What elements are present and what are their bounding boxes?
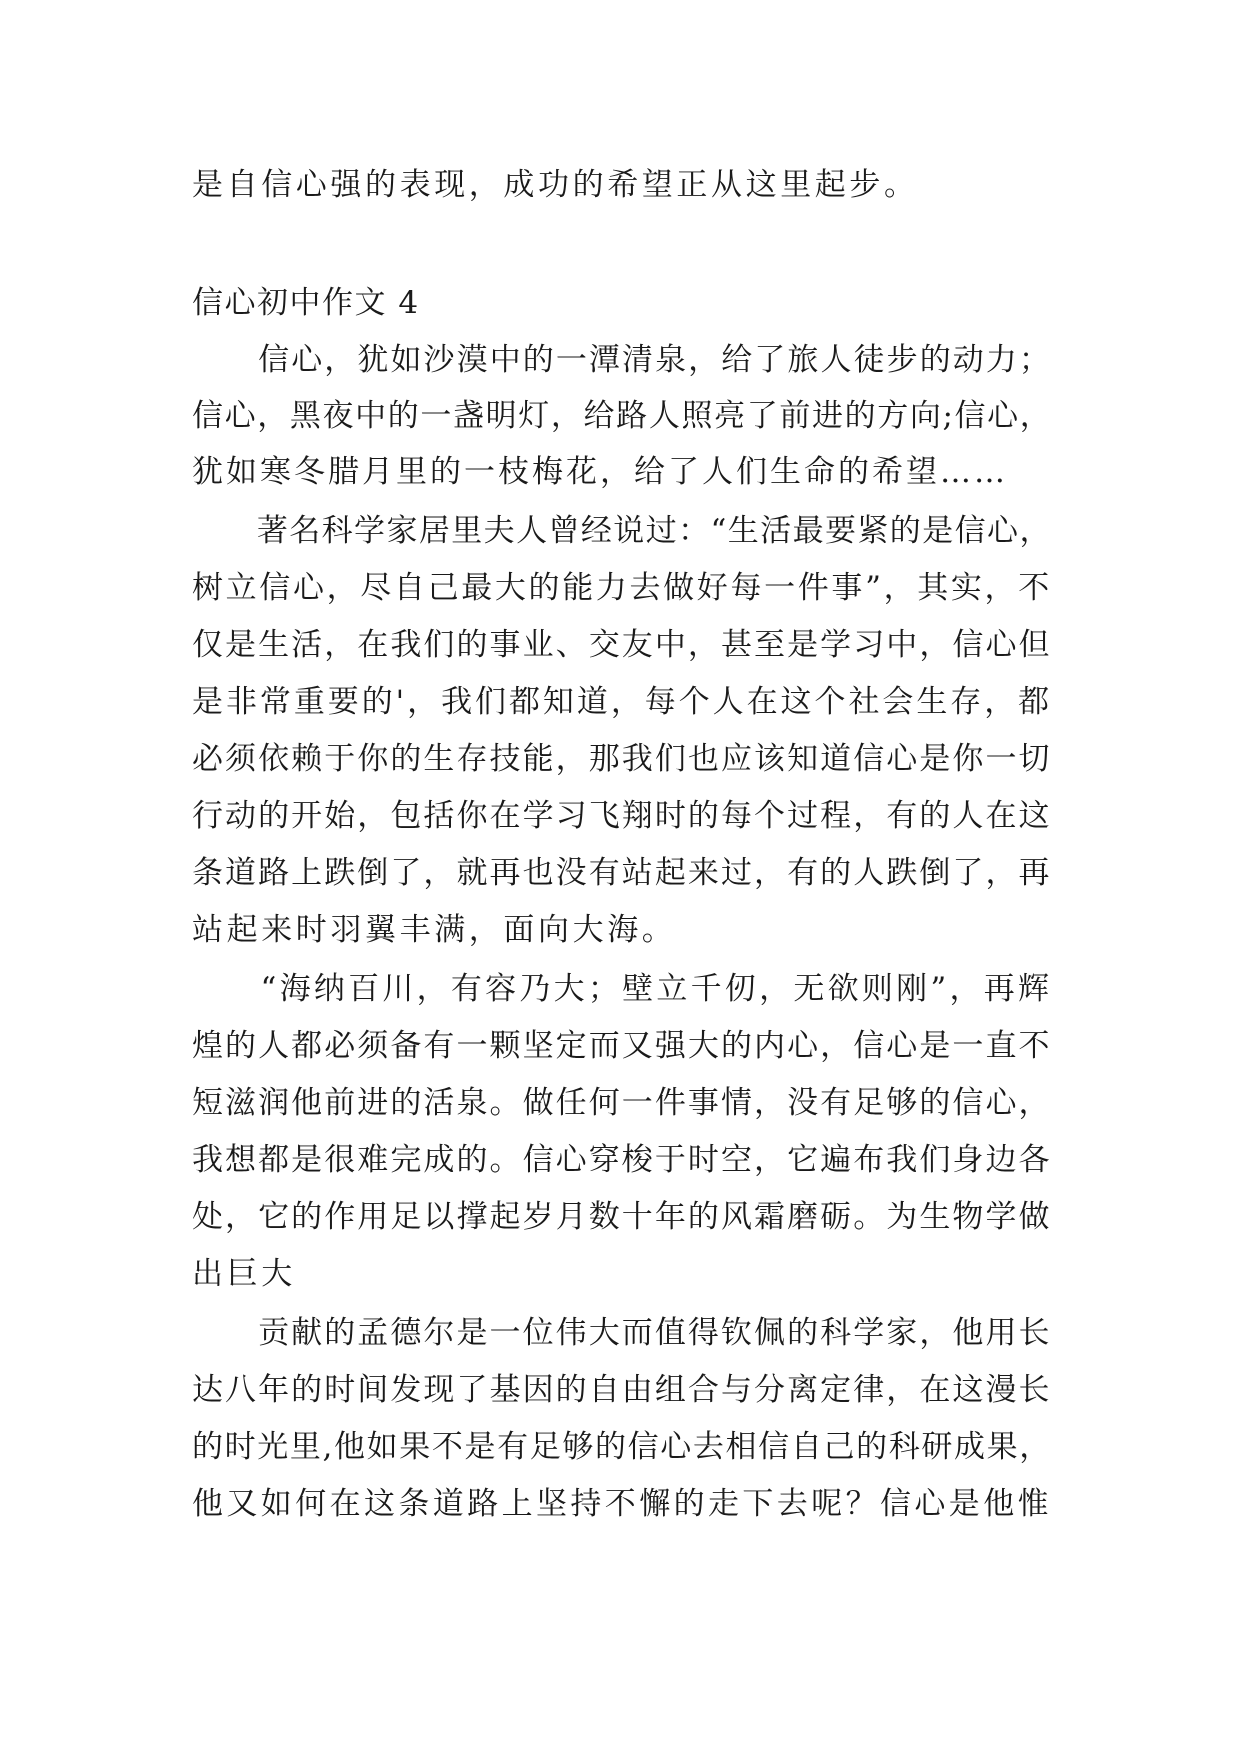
text-line: 站起来时羽翼丰满，面向大海。: [192, 912, 677, 948]
text-line: 著名科学家居里夫人曾经说过：“生活最要紧的是信心，: [192, 513, 1052, 549]
text-line: 信心，黑夜中的一盏明灯，给路人照亮了前进的方向;信心，: [192, 398, 1053, 434]
text-line: 他又如何在这条道路上坚持不懈的走下去呢？信心是他惟: [192, 1486, 1052, 1522]
text-line: 处，它的作用足以撑起岁月数十年的风霜磨砺。为生物学做: [192, 1199, 1052, 1235]
text-line: 行动的开始，包括你在学习飞翔时的每个过程，有的人在这: [192, 798, 1052, 834]
text-line: 条道路上跌倒了，就再也没有站起来过，有的人跌倒了，再: [192, 855, 1052, 891]
text-line: 必须依赖于你的生存技能，那我们也应该知道信心是你一切: [192, 741, 1052, 777]
text-line: 煌的人都必须备有一颗坚定而又强大的内心，信心是一直不: [192, 1028, 1052, 1064]
text-line: 是自信心强的表现，成功的希望正从这里起步。: [192, 167, 919, 203]
section-heading: 信心初中作文 4: [192, 285, 420, 321]
text-line: 贡献的孟德尔是一位伟大而值得钦佩的科学家，他用长: [192, 1315, 1052, 1351]
text-line: 我想都是很难完成的。信心穿梭于时空，它遍布我们身边各: [192, 1142, 1052, 1178]
text-line: 犹如寒冬腊月里的一枝梅花，给了人们生命的希望……: [192, 454, 1008, 490]
text-line: 的时光里,他如果不是有足够的信心去相信自己的科研成果，: [192, 1429, 1052, 1465]
text-line: “海纳百川，有容乃大；壁立千仞，无欲则刚”，再辉: [192, 971, 1053, 1007]
text-line: 出巨大: [192, 1256, 296, 1292]
text-line: 树立信心，尽自己最大的能力去做好每一件事”，其实，不: [192, 570, 1052, 606]
text-line: 达八年的时间发现了基因的自由组合与分离定律，在这漫长: [192, 1372, 1052, 1408]
text-line: 信心，犹如沙漠中的一潭清泉，给了旅人徒步的动力；: [192, 342, 1052, 378]
text-line: 短滋润他前进的活泉。做任何一件事情，没有足够的信心，: [192, 1085, 1052, 1121]
text-line: 仅是生活，在我们的事业、交友中，甚至是学习中，信心但: [192, 627, 1052, 663]
text-line: 是非常重要的'，我们都知道，每个人在这个社会生存，都: [192, 684, 1053, 720]
